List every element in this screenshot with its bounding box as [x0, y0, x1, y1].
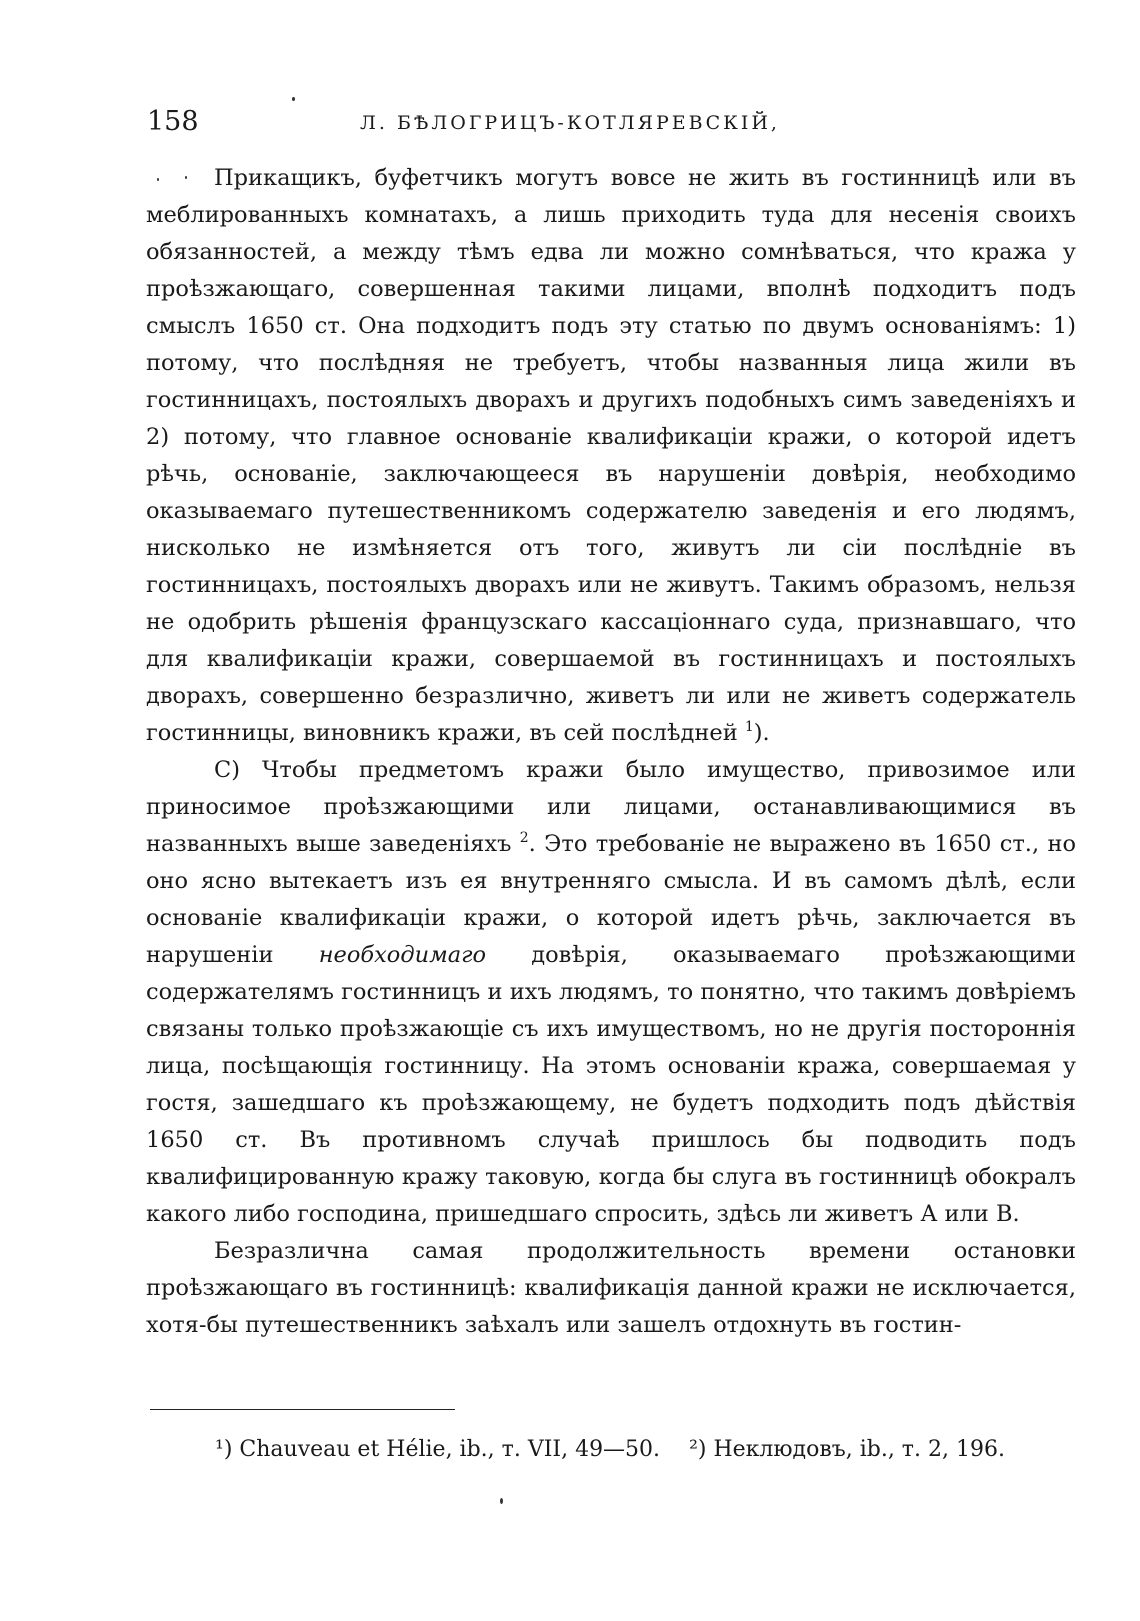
ink-speck: [185, 176, 187, 179]
paragraph: [146, 1233, 1076, 1344]
footnotes: [215, 1437, 1085, 1462]
footnote-marker: ¹): [215, 1437, 233, 1462]
punctuation: ).: [753, 720, 770, 746]
footnote-1: Chauveau et Hélie, ib., т. VII, 49—50.: [239, 1437, 661, 1462]
running-head: Л. БѢЛОГРИЦЪ-КОТЛЯРЕВСКІЙ,: [360, 112, 780, 134]
paragraph-text: Это требованіе не выражено въ 1650 ст., но оно ясно вытекаетъ изъ ея внутренняго смысла. И въ самомъ дѣлѣ, если основаніе квалификаціи кражи, о которой идетъ рѣчь, заключается въ нарушеніи: [146, 831, 1076, 968]
footnote-ref: 2: [519, 830, 529, 846]
punctuation: .: [528, 831, 545, 857]
footnote-2: Неклюдовъ, ib., т. 2, 196.: [713, 1437, 1005, 1462]
paragraph-text: довѣрія, оказываемаго проѣзжающими содержателямъ гостинницъ и ихъ людямъ, то понятно, что такимъ довѣріемъ связаны только проѣзжающіе съ ихъ имуществомъ, но не другія постороннія лица, посѣщающія гостинницу. На этомъ основаніи кража, совершаемая у гостя, зашедшаго къ проѣзжающему, не будетъ подходить подъ дѣйствія 1650 ст. Въ противномъ случаѣ пришлось бы подводить подъ квалифицированную кражу таковую, когда бы слуга въ гостинницѣ обокралъ какого либо господина, пришедшаго спросить, здѣсь ли живетъ А или В.: [146, 942, 1076, 1227]
paragraph-text: Прикащикъ, буфетчикъ могутъ вовсе не жить въ гостинницѣ или въ меблированныхъ комнатахъ, а лишь приходить туда для несенія своихъ обязанностей, а между тѣмъ едва ли можно сомнѣваться, что кража у проѣзжающаго, совершенная такими лицами, вполнѣ подходитъ подъ смыслъ 1650 ст. Она подходитъ подъ эту статью по двумъ основаніямъ: 1) потому, что послѣдняя не требуетъ, чтобы названныя лица жили въ гостинницахъ, постоялыхъ дворахъ и другихъ подобныхъ симъ заведеніяхъ и 2) потому, что главное основаніе квалификаціи кражи, о которой идетъ рѣчь, основаніе, заключающееся въ нарушеніи довѣрія, необходимо оказываемаго путешественникомъ содержателю заведенія и его людямъ, нисколько не измѣняется отъ того, живутъ ли сіи послѣдніе въ гостинницахъ, постоялыхъ дворахъ или не живутъ. Такимъ образомъ, нельзя не одобрить рѣшенія французскаго кассаціоннаго суда, признавшаго, что для квалификаціи кражи, совершаемой въ гостинницахъ и постоялыхъ дворахъ, совершенно безразлично, живетъ ли или не живетъ содержатель гостинницы, виновникъ кражи, въ сей послѣдней: [146, 165, 1076, 746]
page-number: 158: [147, 106, 199, 137]
ink-speck: [157, 178, 159, 181]
italic-word: необходимаго: [318, 942, 487, 968]
paragraph: [146, 160, 1076, 752]
footnote-ref: 1: [744, 719, 754, 735]
paragraph-text: Безразлична самая продолжительность времени остановки проѣзжающаго въ гостинницѣ: квалификація данной кражи не исключается, хотя-бы путешественникъ заѣхалъ или зашелъ отдохнуть въ гостин-: [146, 1238, 1076, 1338]
footnote-rule: [150, 1409, 455, 1410]
paragraph-text: С) Чтобы предметомъ кражи было имущество, привозимое или приносимое проѣзжающими или лицами, останавливающимися въ названныхъ выше заведеніяхъ: [146, 757, 1076, 857]
footnote-marker: ²): [689, 1437, 707, 1462]
body-text: [146, 160, 1076, 1344]
ink-speck: [500, 1498, 503, 1504]
paragraph: [146, 752, 1076, 1233]
ink-speck: [292, 97, 295, 101]
